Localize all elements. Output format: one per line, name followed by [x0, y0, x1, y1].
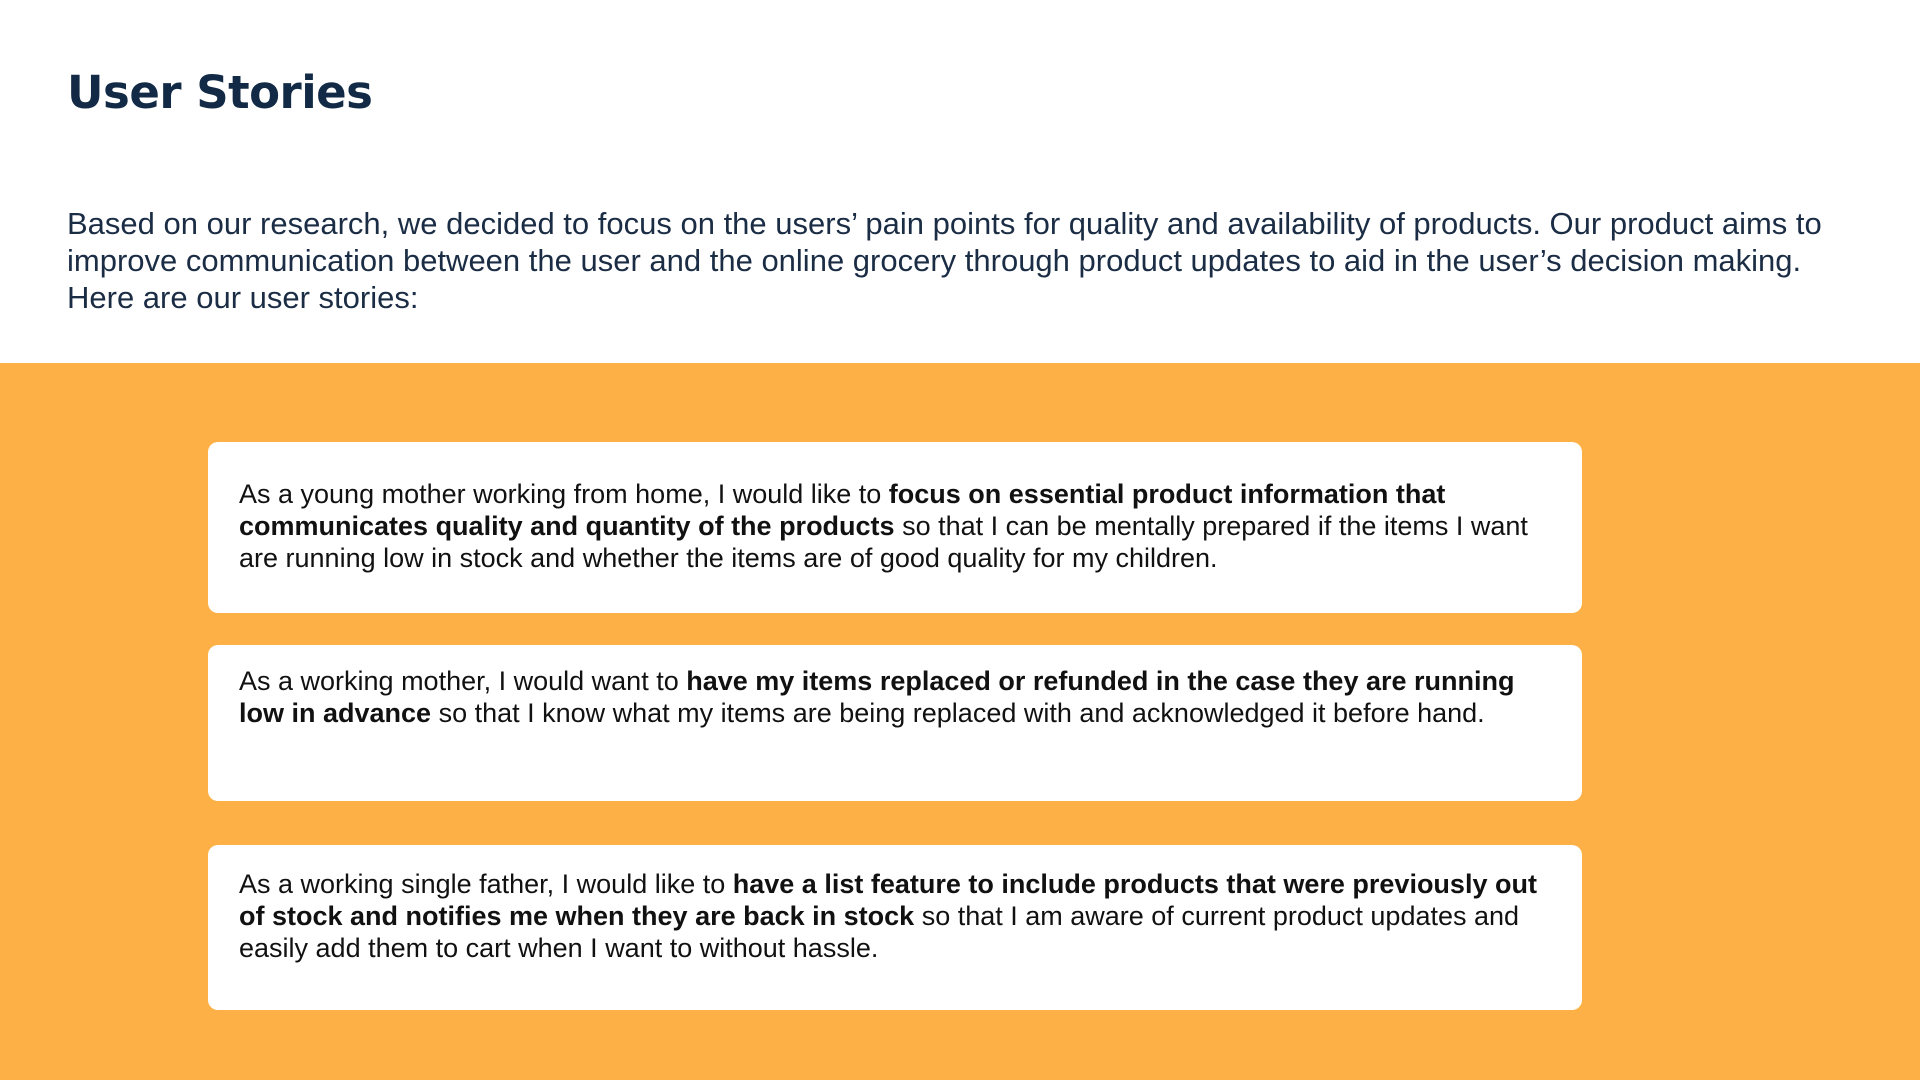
- header-section: [0, 0, 1920, 363]
- user-story-prefix: As a working mother, I would want to: [239, 666, 687, 696]
- user-story-suffix: so that I can be mentally prepared if the items I want are running low in stock and whether the items are of good quality for my children.: [239, 511, 1528, 573]
- user-story-prefix: As a young mother working from home, I would like to: [239, 479, 889, 509]
- user-story-card: [208, 442, 1582, 613]
- user-story-text: [239, 645, 1546, 729]
- user-story-emphasis: have a list feature to include products that were previously out of stock and notifies me when they are back in stock: [239, 869, 1537, 931]
- user-story-text: [239, 442, 1546, 574]
- user-story-suffix: so that I am aware of current product updates and easily add them to cart when I want to without hassle.: [239, 901, 1520, 963]
- user-story-card: [208, 645, 1582, 801]
- user-story-emphasis: focus on essential product information that communicates quality and quantity of the products: [239, 479, 1446, 541]
- user-story-card: [208, 845, 1582, 1010]
- intro-paragraph: Based on our research, we decided to focus on the users’ pain points for quality and availability of products. Our product aims to improve communication between the user and the online grocery through product updates to aid in the user’s decision making. Here are our user stories:: [67, 206, 1822, 315]
- user-story-prefix: As a working single father, I would like to: [239, 869, 733, 899]
- page-title: User Stories: [67, 66, 373, 119]
- user-story-text: [239, 845, 1546, 964]
- user-story-emphasis: have my items replaced or refunded in the case they are running low in advance: [239, 666, 1515, 728]
- user-story-suffix: so that I know what my items are being replaced with and acknowledged it before hand.: [431, 698, 1485, 728]
